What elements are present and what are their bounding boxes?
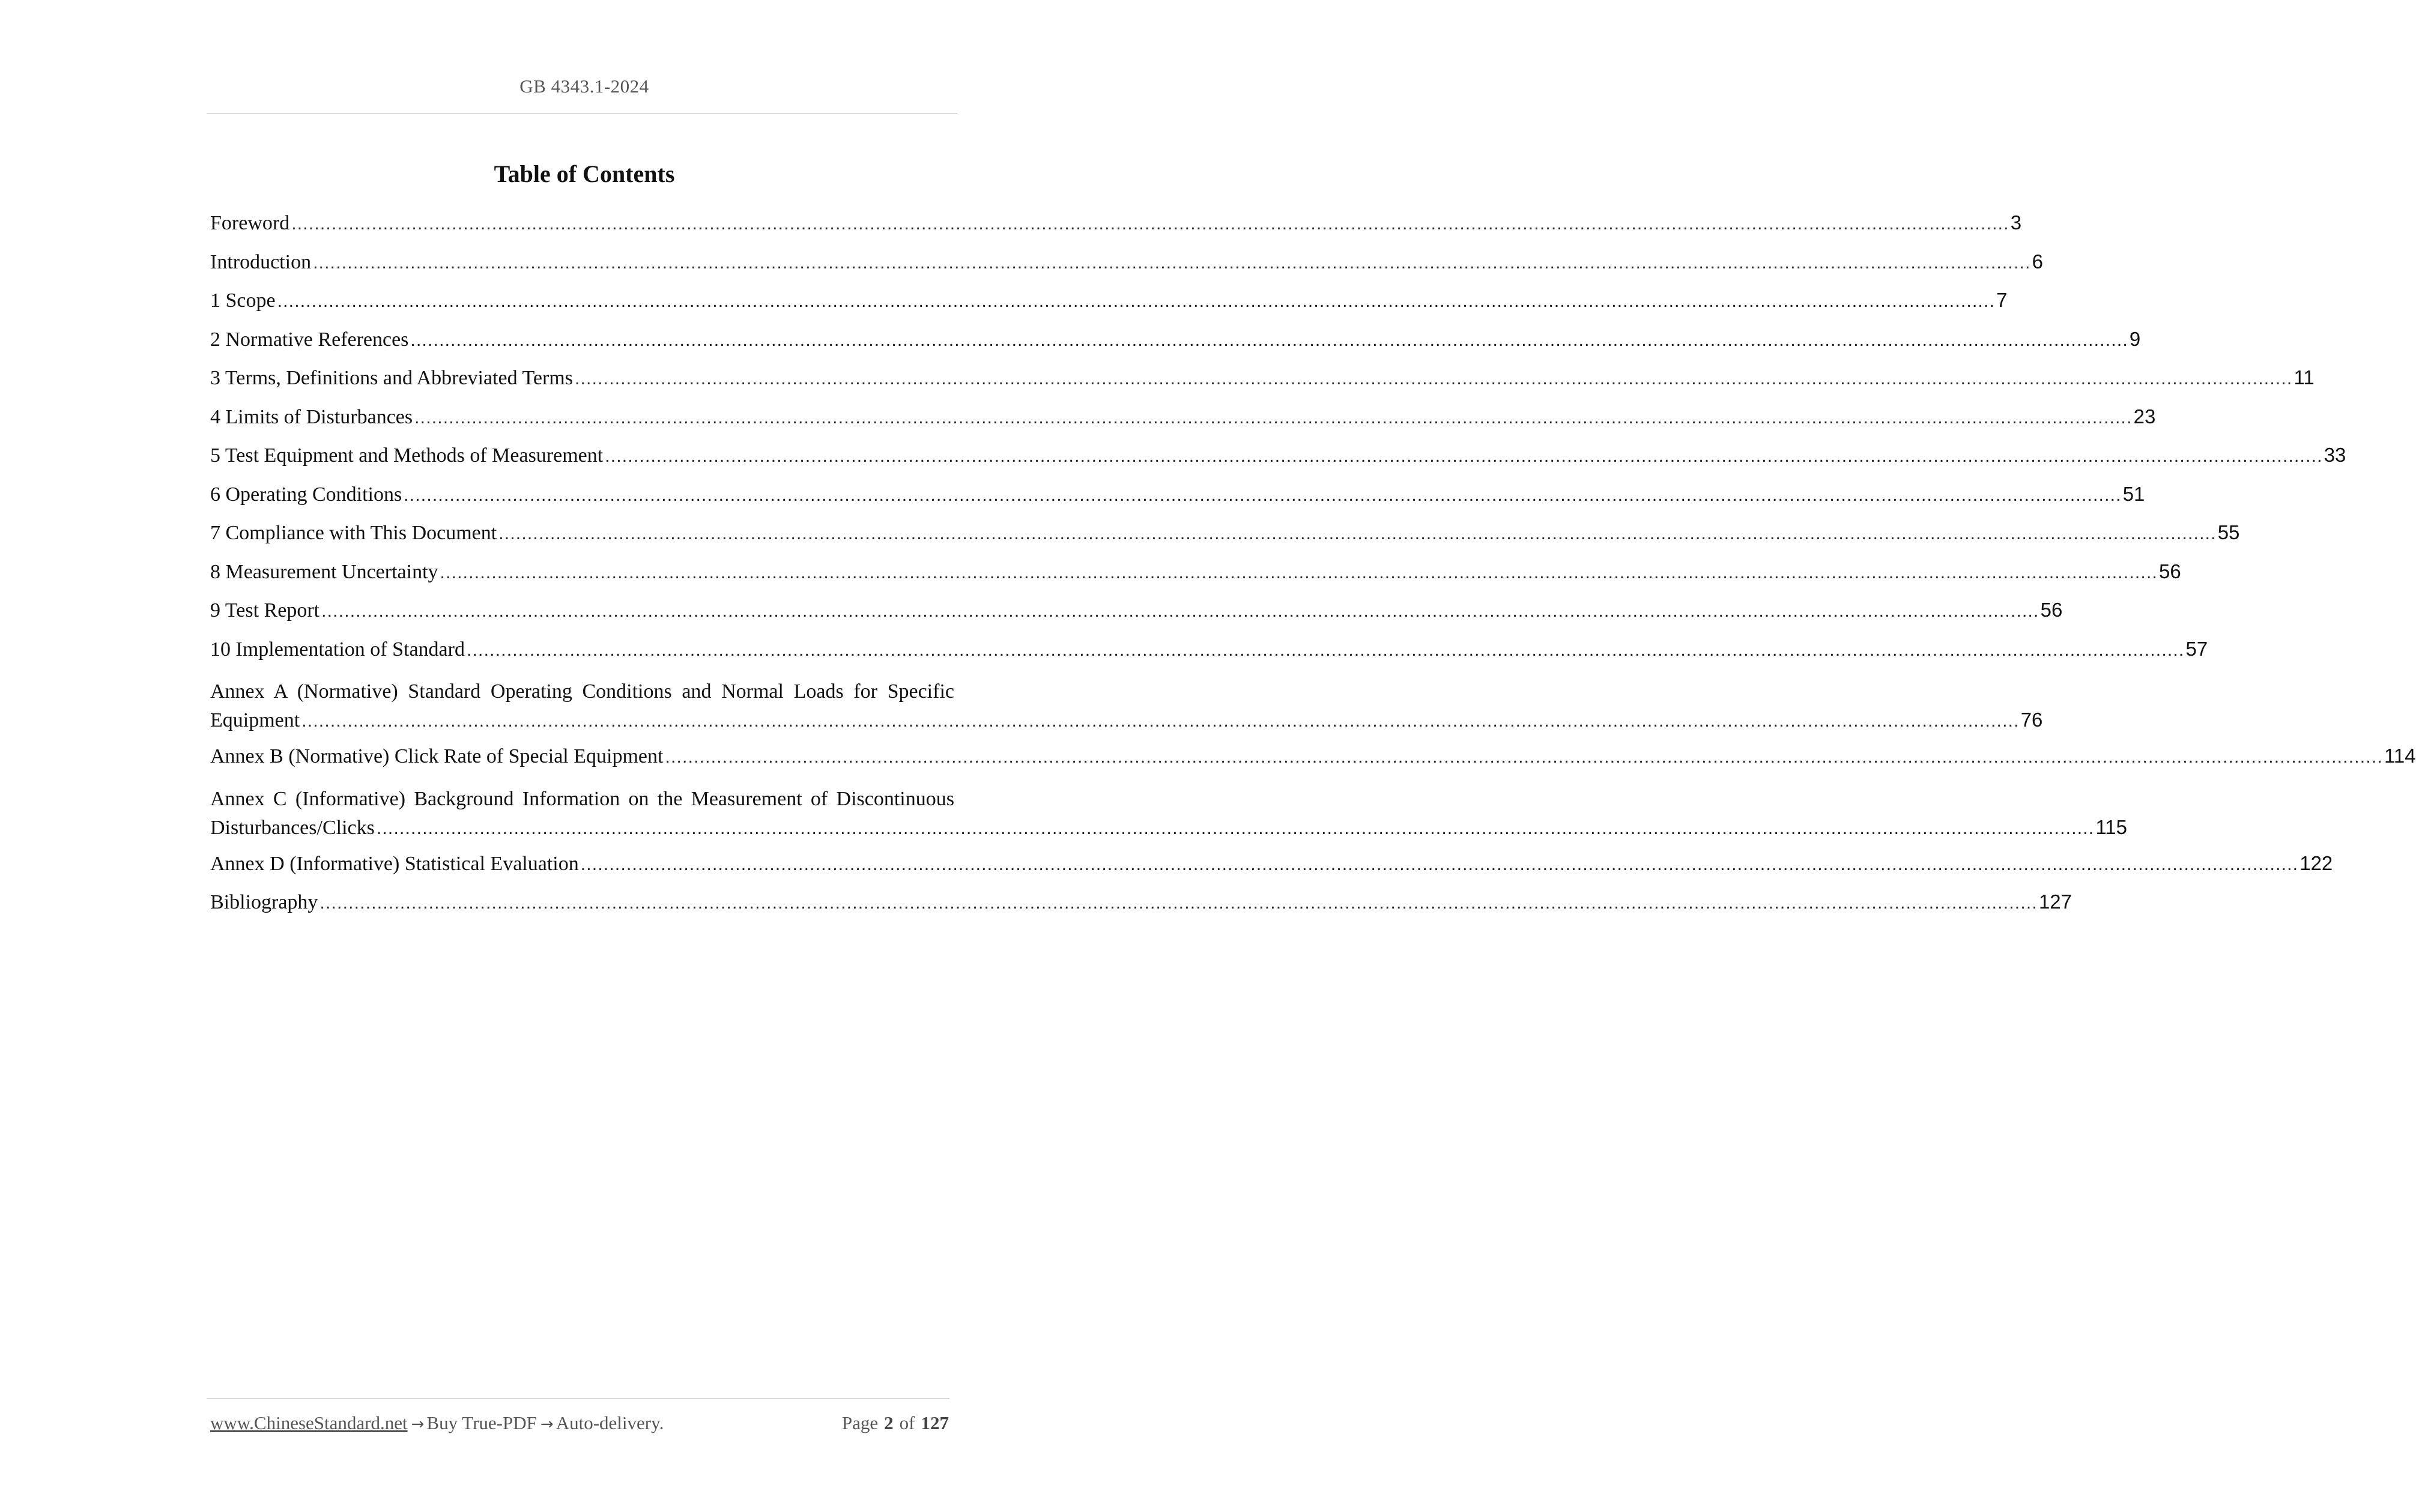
toc-entry-label-line2: Equipment [210,709,300,731]
toc-leader-dots: ............................................................................................................................................................................................................................................................................................................ [277,291,1996,311]
toc-leader-dots: ............................................................................................................................................................................................................................................................................................................ [313,252,2031,273]
toc-entry-page: 56 [2040,599,2063,621]
toc-entry-limits-of-disturbances[interactable] [210,405,2156,444]
toc-entry-label: Bibliography [210,891,318,913]
toc-entry-annex-b[interactable] [210,745,2416,784]
footer-step-delivery: Auto-delivery. [556,1412,664,1433]
toc-entry-label: 2 Normative References [210,328,409,351]
footer-step-buy: Buy True-PDF [426,1412,537,1433]
toc-leader-dots: ............................................................................................................................................................................................................................................................................................................ [414,407,2133,428]
toc-entry-label: 4 Limits of Disturbances [210,405,413,428]
toc-entry-terms-definitions[interactable] [210,366,2315,405]
toc-leader-dots: ............................................................................................................................................................................................................................................................................................................ [301,711,2020,731]
toc-entry-page: 127 [2038,891,2072,913]
toc-entry-test-equipment[interactable] [210,444,2346,483]
toc-entry-label-line1: Annex C (Informative) Background Information on the Measurement of Discontinuous [210,787,954,810]
toc-leader-dots: ............................................................................................................................................................................................................................................................................................................ [410,330,2128,350]
toc-entry-label: Annex D (Informative) Statistical Evaluation [210,852,579,875]
toc-entry-label: 8 Measurement Uncertainty [210,560,438,583]
toc-leader-dots: ............................................................................................................................................................................................................................................................................................................ [498,524,2217,543]
toc-leader-dots: ............................................................................................................................................................................................................................................................................................................ [665,747,2383,767]
toc-entry-page: 9 [2129,327,2141,350]
toc-entry-introduction[interactable] [210,250,2043,289]
toc-entry-page: 7 [1996,289,2008,311]
toc-entry-operating-conditions[interactable] [210,482,2145,522]
toc-entry-foreword[interactable] [210,211,2022,250]
toc-entry-label: 7 Compliance with This Document [210,522,497,544]
toc-entry-annex-c[interactable] [210,784,2127,852]
toc-entry-page: 3 [2010,211,2022,234]
toc-title: Table of Contents [494,160,675,187]
toc-entry-label-line1: Annex A (Normative) Standard Operating Conditions and Normal Loads for Specific [210,680,954,703]
toc-leader-dots: ............................................................................................................................................................................................................................................................................................................ [605,446,2323,466]
toc-entry-label-line2: Disturbances/Clicks [210,816,375,839]
toc-entry-line2 [210,706,2043,735]
toc-entry-page: 76 [2020,709,2043,731]
page-word: Page [841,1412,879,1433]
page-number [842,1412,949,1434]
toc-entry-page: 57 [2185,637,2208,660]
toc-entry-page: 23 [2133,405,2156,428]
page-current: 2 [884,1412,894,1433]
toc-list [210,211,2416,930]
toc-entry-page: 11 [2293,366,2315,389]
toc-entry-page: 122 [2299,851,2333,874]
arrow-right-icon: → [411,1415,425,1433]
toc-entry-page: 6 [2032,250,2043,273]
toc-leader-dots: ............................................................................................................................................................................................................................................................................................................ [466,640,2185,660]
toc-entry-implementation[interactable] [210,637,2208,677]
arrow-right-icon: → [540,1415,554,1433]
toc-entry-label: 1 Scope [210,289,276,312]
footer-promo [210,1412,664,1434]
toc-entry-scope[interactable] [210,289,2008,328]
toc-entry-label: Annex B (Normative) Click Rate of Special Equipment [210,745,664,767]
toc-entry-label: 5 Test Equipment and Methods of Measurement [210,444,604,467]
toc-entry-label: 9 Test Report [210,599,320,621]
toc-leader-dots: ............................................................................................................................................................................................................................................................................................................ [574,369,2293,389]
running-header: GB 4343.1-2024 [519,76,649,97]
toc-entry-normative-references[interactable] [210,327,2141,367]
toc-entry-annex-a[interactable] [210,676,2043,745]
toc-leader-dots: ............................................................................................................................................................................................................................................................................................................ [321,601,2039,621]
toc-entry-page: 33 [2324,444,2346,466]
toc-entry-test-report[interactable] [210,599,2063,638]
toc-entry-label: 10 Implementation of Standard [210,638,465,661]
toc-leader-dots: ............................................................................................................................................................................................................................................................................................................ [440,562,2158,582]
toc-leader-dots: ............................................................................................................................................................................................................................................................................................................ [376,818,2095,838]
toc-leader-dots: ............................................................................................................................................................................................................................................................................................................ [291,214,2009,234]
site-link[interactable]: www.ChineseStandard.net [210,1412,408,1433]
toc-entry-label: 3 Terms, Definitions and Abbreviated Terms [210,367,573,389]
toc-entry-page: 55 [2217,521,2240,543]
toc-entry-compliance[interactable] [210,521,2240,560]
toc-entry-page: 56 [2159,560,2181,582]
toc-entry-label: 6 Operating Conditions [210,483,402,506]
toc-leader-dots: ............................................................................................................................................................................................................................................................................................................ [580,854,2299,874]
toc-entry-page: 51 [2122,482,2145,505]
toc-entry-annex-d[interactable] [210,851,2333,891]
toc-entry-bibliography[interactable] [210,891,2072,930]
page-of: of [899,1412,915,1433]
toc-entry-label: Foreword [210,212,290,234]
toc-entry-page: 114 [2384,745,2416,767]
footer-divider [207,1398,949,1399]
toc-entry-label: Introduction [210,250,312,273]
toc-entry-page: 115 [2095,815,2127,838]
toc-leader-dots: ............................................................................................................................................................................................................................................................................................................ [404,485,2122,505]
toc-leader-dots: ............................................................................................................................................................................................................................................................................................................ [319,893,2038,913]
page-total: 127 [921,1412,949,1433]
toc-entry-line2 [210,813,2127,842]
toc-entry-measurement-uncertainty[interactable] [210,560,2181,599]
